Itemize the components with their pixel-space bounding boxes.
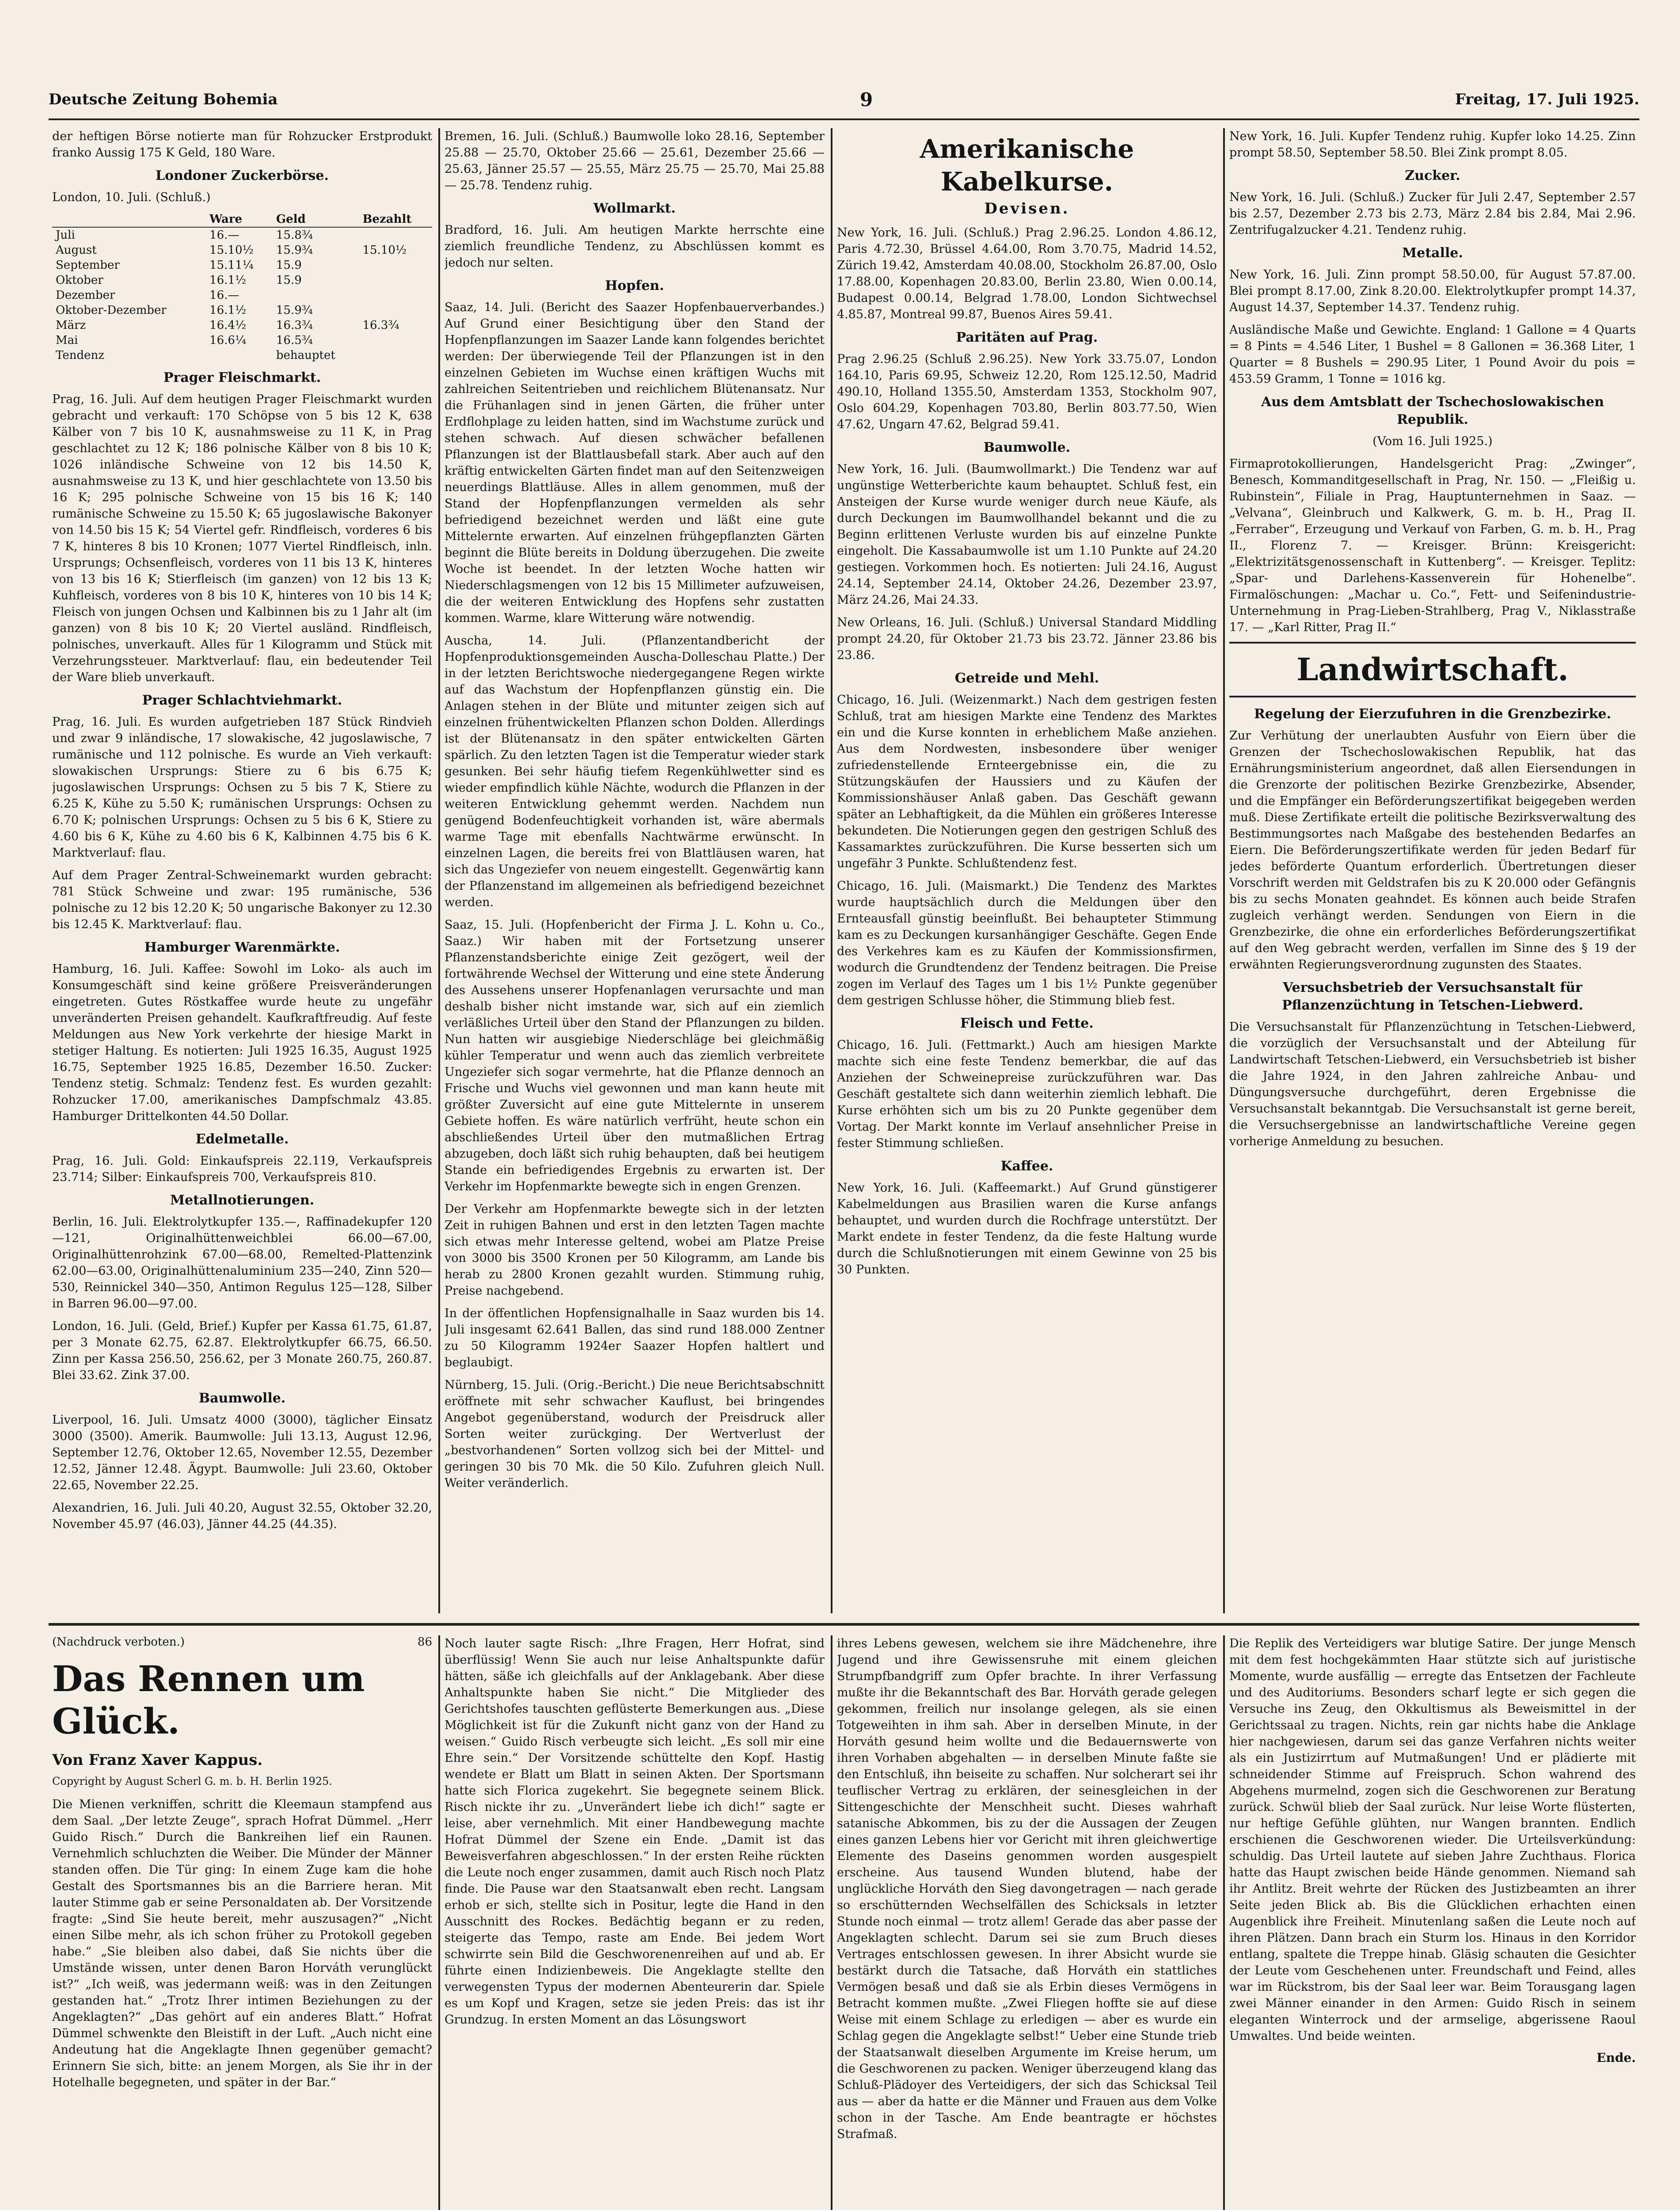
- heading-metalle: Metalle.: [1402, 245, 1463, 261]
- ny-metalle-text: New York, 16. Juli. Kupfer Tendenz ruhig. Kupfer loko 14.25. Zinn prompt 58.50, September 58.50. Blei Zink prompt 8.05.: [1229, 130, 1636, 160]
- column-rule: [438, 128, 440, 1613]
- table-cell: [359, 333, 432, 348]
- table-cell: März: [56, 319, 86, 332]
- heading-london-zucker: Londoner Zuckerbörse.: [156, 168, 329, 183]
- table-cell: 16.—: [209, 289, 239, 302]
- devisen-newyork-text: New York, 16. Juli. (Schluß.) Prag 2.96.25. London 4.86.12, Paris 4.72.30, Brüssel 4.64.00, Rom 3.70.75, Madrid 14.52, Zürich 19.42, Amsterdam 40.08.00, Stockholm 26.87.00, Oslo 17.88.00, Kopenhagen 20.83.00, Berlin 23.80, Wien 0.00.14, Budapest 0.00.14, Belgrad 1.78.00, London Sichtwechsel 4.85.87, Montreal 99.87, Buenos Aires 59.41.: [837, 226, 1217, 321]
- intro-text: der heftigen Börse notierte man für Rohzucker Erstprodukt franko Aussig 175 K Geld, 180 Ware.: [52, 130, 432, 160]
- table-cell: 15.8¾: [276, 229, 313, 242]
- zentral-schweinemarkt-text: Auf dem Prager Zentral-Schweinemarkt wurden gebracht: 781 Stück Schweine und zwar: 195 rumänische, 536 polnische zu 12 bis 12.20 K; 50 ungarische Bakonyer zu 12.30 bis 12.45 K. Marktverlauf: flau.: [52, 869, 432, 931]
- table-header: Geld: [273, 212, 359, 227]
- market-column-3: [837, 128, 1217, 1613]
- table-cell: [359, 348, 432, 363]
- table-row: [52, 318, 432, 333]
- amtsblatt-date: (Vom 16. Juli 1925.): [1372, 434, 1493, 448]
- table-row: [52, 258, 432, 273]
- heading-metall: Metallnotierungen.: [170, 1193, 315, 1208]
- wollmarkt-text: Bradford, 16. Juli. Am heutigen Markte herrschte eine ziemlich freundliche Tendenz, zu Abschlüssen kommt es jedoch nur selten.: [445, 223, 825, 270]
- installment-number: 86: [417, 1635, 432, 1649]
- heading-zucker: Zucker.: [1405, 168, 1460, 183]
- table-cell: 16.1½: [209, 304, 247, 317]
- table-header-row: [52, 212, 432, 227]
- table-cell: 15.11¼: [209, 259, 254, 272]
- baumwolle-ny-text: New York, 16. Juli. (Baumwollmarkt.) Die Tendenz war auf ungünstige Wetterberichte kaum behauptet. Schluß fest, ein Ansteigen der Kurse wurde weniger durch neue Käufe, als durch Deckungen im Baumwollhandel bekannt und die zu Beginn erlittenen Verluste wurden bis auf einzelne Punkte eingeholt. Die Kassabaumwolle ist um 1.10 Punkte auf 24.20 gestiegen. Vorkommen hoch. Es notierten: Juli 24.16, August 24.14, September 24.14, Oktober 24.26, Dezember 23.97, März 24.26, Mai 24.33.: [837, 462, 1217, 607]
- heading-schlachtvieh: Prager Schlachtviehmarkt.: [142, 693, 342, 708]
- column-rule: [438, 1635, 440, 2210]
- table-cell: 16.5¾: [276, 334, 313, 347]
- getreide-text: Chicago, 16. Juli. (Weizenmarkt.) Nach dem gestrigen festen Schluß, trat am hiesigen Markte eine Tendenz des Marktes ein und die Kurse konnten in erheblichem Maße anziehen. Aus dem Nordwesten, insbesondere über weniger zufriedenstellende Ernteergebnisse ein, die zu Stützungskäufen der Haussiers und zu Käufen der Kommissionshäuser Anlaß gaben. Das Geschäft gewann später an Lebhaftigkeit, da die Mühlen ein größeres Interesse bekundeten. Die Notierungen gegen den gestrigen Schluß des Kassamarktes zurückzuführen. Die Kurse besserten sich um ungefähr 3 Punkte. Schlußtendenz fest.: [837, 693, 1217, 870]
- zucker-table: [52, 212, 432, 363]
- masthead-title: Deutsche Zeitung Bohemia: [49, 91, 278, 108]
- table-cell: 15.10½: [362, 244, 407, 257]
- table-row: [52, 348, 432, 363]
- fleischmarkt-text: Prag, 16. Juli. Auf dem heutigen Prager Fleischmarkt wurden gebracht und verkauft: 170 Schöpse von 5 bis 12 K, 638 Kälber von 7 bis 10 K, ausnahmsweise zu 11 K, in Prag geschlachtet zu 12 K; 186 polnische Kälber von 8 bis 10 K; 1026 inländische Schweine von 12 bis 14.50 K, ausnahmsweise zu 13 K, und hier geschlachtete von 13.50 bis 16 K; 295 polnische Schweine von 15 bis 16 K; 140 rumänische Schweine zu 15.50 K; 65 jugoslawische Bakonyer von 14.50 bis 15 K; 54 Viertel gefr. Rindfleisch, vorderes 6 bis 7 K, hinteres 8 bis 10 Kronen; 1077 Viertel Rindfleisch, inln. Ursprungs; Ochsenfleisch, vorderes von 11 bis 13 K, hinteres von 13 bis 16 K; Stierfleisch (im ganzen) von 12 bis 13 K; Kuhfleisch, vorderes von 8 bis 10 K, hinteres von 10 bis 14 K; Fleisch von jungen Ochsen und Kalbinnen bis zu 1 Jahr alt (im ganzen) von 8 bis 10 K; 20 Viertel ausländ. Rindfleisch, polnisches, unverkauft. Alles für 1 Kilogramm und Stück mit Verzehrungssteuer. Marktverlauf: flau, ein bedeutender Teil der Ware blieb unverkauft.: [52, 392, 432, 684]
- heading-paritaeten: Paritäten auf Prag.: [956, 330, 1098, 345]
- kaffee-text: New York, 16. Juli. (Kaffeemarkt.) Auf Grund günstigerer Kabelmeldungen aus Brasilien waren die Kurse anfangs behauptet, und wurden durch die Rochfrage unterstützt. Der Markt endete in fester Tendenz, da die feste Haltung wurde durch die Schlußnotierungen mit einem Gewinne von 25 bis 30 Punkten.: [837, 1181, 1217, 1276]
- baumwolle-alexandrien-text: Alexandrien, 16. Juli. Juli 40.20, August 32.55, Oktober 32.20, November 45.97 (46.03), Jänner 44.25 (44.35).: [52, 1501, 432, 1531]
- table-cell: Oktober: [56, 274, 103, 287]
- paritaeten-text: Prag 2.96.25 (Schluß 2.96.25). New York 33.75.07, London 164.10, Paris 69.95, Schweiz 12.20, Rom 125.12.50, Madrid 490.10, Holland 1355.50, Amsterdam 1353, Stockholm 907, Oslo 604.29, Kopenhagen 703.80, Berlin 803.77.50, Wien 47.62, Ungarn 47.62, Belgrad 59.41.: [837, 352, 1217, 431]
- story-author: Von Franz Xaver Kappus.: [52, 1751, 263, 1769]
- table-cell: 15.9: [276, 274, 302, 287]
- table-cell: September: [56, 259, 120, 272]
- devisen-subtitle: Devisen.: [984, 200, 1070, 217]
- heading-wollmarkt: Wollmarkt.: [593, 201, 676, 216]
- table-row: [52, 303, 432, 318]
- masthead: [49, 84, 1639, 115]
- table-cell: August: [56, 244, 97, 257]
- table-cell: 15.9: [276, 259, 302, 272]
- feuilleton-rule: [49, 1623, 1639, 1626]
- story-column-4: [1229, 1635, 1636, 2210]
- story-column-3: [837, 1635, 1217, 2210]
- table-cell: 16.4½: [209, 319, 247, 332]
- edelmetalle-text: Prag, 16. Juli. Gold: Einkaufspreis 22.119, Verkaufspreis 23.714; Silber: Einkaufspreis 700, Verkaufspreis 810.: [52, 1154, 432, 1184]
- table-row: [52, 333, 432, 348]
- table-cell: [359, 227, 432, 243]
- heading-eierzufuhren: Regelung der Eierzufuhren in die Grenzbezirke.: [1254, 706, 1612, 722]
- table-cell: [359, 258, 432, 273]
- table-cell: behauptet: [276, 349, 335, 362]
- table-cell: Oktober-Dezember: [56, 304, 167, 317]
- heading-amtsblatt: Aus dem Amtsblatt der Tschechoslowakischen Republik.: [1261, 394, 1604, 427]
- table-cell: 15.10½: [209, 244, 254, 257]
- hopfen-auscha-text: Auscha, 14. Juli. (Pflanzentandbericht der Hopfenproduktionsgemeinden Auscha-Dolleschau Platte.) Der in der letzten Berichtswoche niedergegangene Regen wirkte auf das Wachstum der Hopfenpflanzen günstig ein. Die Anlagen stehen in der Blüte und mitunter zeigen sich auf einzelnen frühentwickelten Pflanzen schon Dolden. Allerdings ist der Blütenansatz in den später entwickelten Gärten spärlich. Zu den letzten Tagen ist die Temperatur wieder stark gesunken. Bei sehr häufig tiefem Regenkühlwetter sind es wieder empfindlich kühle Nächte, wodurch die Pflanzen in der weiteren Entwicklung gehemmt werden. Nachdem nun genügend Bodenfeuchtigkeit vorhanden ist, wäre abermals warme Tage mit ebenfalls Nachtwärme erwünscht. In einzelnen Lagen, die bereits frei von Blattläusen waren, hat sich das Ungeziefer von neuem eingestellt. Gegenwärtig kann der Pflanzenstand im allgemeinen als befriedigend bezeichnet werden.: [445, 634, 825, 909]
- london-zucker-dateline: London, 10. Juli. (Schluß.): [52, 191, 211, 204]
- fleisch-fette-text: Chicago, 16. Juli. (Fettmarkt.) Auch am hiesigen Markte machte sich eine feste Tendenz bemerkbar, die auf das Anziehen der Schweinepreise zurückzuführen war. Das Geschäft gestaltete sich dann weiterhin ziemlich lebhaft. Die Kurse erhöhten sich um bis zu 20 Punkte gegenüber dem Vortag. Der Markt konnte im Verlauf ansehnlicher Preise in fester Stimmung schließen.: [837, 1038, 1217, 1150]
- schlachtvieh-text: Prag, 16. Juli. Es wurden aufgetrieben 187 Stück Rindvieh und zwar 9 inländische, 17 slowakische, 42 jugoslawische, 7 rumänische und 112 polnische. Es wurde an Vieh verkauft: slowakischen Ursprungs: Stiere zu 6 bis 6.75 K; jugoslawischen Ursprungs: Ochsen zu 5 bis 7 K, Stiere zu 6.25 K, Kühe zu 5.50 K; rumänischen Ursprungs: Ochsen zu 6.70 K; polnischen Ursprungs: Ochsen zu 5 bis 6 K, Stiere zu 4.60 bis 6 K, Kühe zu 4.60 bis 6 K, Kalbinnen 4.75 bis 6 K. Marktverlauf: flau.: [52, 715, 432, 860]
- table-cell: Tendenz: [56, 349, 104, 362]
- heading-fleischmarkt: Prager Fleischmarkt.: [163, 370, 321, 385]
- table-cell: Dezember: [56, 289, 115, 302]
- nachdruck-note: (Nachdruck verboten.): [52, 1635, 185, 1649]
- heading-hamburg: Hamburger Warenmärkte.: [144, 940, 340, 955]
- table-cell: [359, 288, 432, 303]
- hopfen-signalhalle-text: In der öffentlichen Hopfensignalhalle in Saaz wurden bis 14. Juli insgesamt 62.641 Ballen, das sind rund 188.000 Zentner zu 50 Kilogramm 1924er Saazer Hopfen haltlert und beglaubigt.: [445, 1307, 825, 1369]
- kabelkurse-title: Amerikanische Kabelkurse.: [920, 134, 1134, 197]
- masthead-rule: [49, 118, 1639, 120]
- story-text: Die Replik des Verteidigers war blutige Satire. Der junge Mensch mit dem fest hochgekämmten Haar stützte sich auf juristische Momente, wurde ausfällig — erregte das Entsetzen der Fachleute und des Auditoriums. Besonders scharf legte er sich gegen die Versuche ins Zeug, den Okkultismus als Beweismittel in der Gerichtssaal zu tragen. Nichts, rein gar nichts habe die Anklage hier nachgewiesen, darum sei das ganze Verfahren nichts weiter als ein Justizirrtum auf Mutmaßungen! Und er plädierte mit schneidender Stimme auf Freispruch. Schon wahrend des Abgehens murmelnd, zogen sich die Geschworenen zur Beratung zurück. Schwül blieb der Saal zurück. Nur leise Worte flüsterten, nur heftige Gefühle glühten, nur Wangen brannten. Endlich erschienen die Geschworenen wieder. Die Urteilsverkündung: schuldig. Das Urteil lautete auf sieben Jahre Zuchthaus. Florica hatte das Haupt zwischen beide Hände genommen. Niemand sah ihr Antlitz. Breit wehrte der Rücken des Justizbeamten an ihrer Seite jeden Blick ab. Bis die Glücklichen erhachten einen Augenblick ihre Freiheit. Minutenlang saßen die Leute noch auf ihren Plätzen. Dann brach ein Sturm los. Hinaus in den Korridor entlang, spaltete die Treppe hinab. Gläsig schauten die Gesichter der Leute vom Geschehenen unter. Freundschaft und Feind, alles war im Rückstrom, bis der Saal leer war. Beim Torausgang lagen zwei Männer einander in den Armen: Guido Risch in seinem eleganten Winterrock und der armselige, abgerissene Raoul Umwaltes. Und beide weinten.: [1229, 1637, 1636, 2043]
- table-cell: [359, 303, 432, 318]
- bremen-text: Bremen, 16. Juli. (Schluß.) Baumwolle loko 28.16, September 25.88 — 25.70, Oktober 25.66 — 25.61, Dezember 25.66 — 25.63, Jänner 25.57 — 25.55, März 25.75 — 25.70, Mai 25.88 — 25.78. Tendenz ruhig.: [445, 130, 825, 192]
- column-rule: [831, 128, 832, 1613]
- table-row: [52, 288, 432, 303]
- story-end-mark: Ende.: [1596, 2050, 1636, 2065]
- market-column-4: [1229, 128, 1636, 1613]
- story-meta: [52, 1635, 432, 1649]
- table-cell: 15.9¾: [276, 304, 313, 317]
- heading-versuchsbetrieb: Versuchsbetrieb der Versuchsanstalt für Pflanzenzüchtung in Tetschen-Liebwerd.: [1282, 980, 1583, 1013]
- table-cell: Juli: [56, 229, 75, 242]
- story-title: Das Rennen um Glück.: [52, 1658, 365, 1742]
- table-row: [52, 273, 432, 288]
- column-rule: [831, 1635, 832, 2210]
- amtsblatt-text: Firmaprotokollierungen, Handelsgericht Prag: „Zwinger“, Benesch, Kommanditgesellschaft in Prag, Nr. 150. — „Fleißig u. Rubinstein“, Filiale in Prag, Hauptunternehmen in Saaz. — „Velvana“, Gleinbruch und Kalkwerk, G. m. b. H., Prag II. „Ferraber“, Erzeugung und Verkauf von Farben, G. m. b. H., Prag II., Florenz 7. — Kreisger. Brünn: Kreisgericht: „Elektrizitätsgenossenschaft in Kuttenberg“. — Kreisger. Teplitz: „Spar- und Darlehens-Kassenverein für Hohenelbe“. Firmalöschungen: „Machar u. Co.“, Fett- und Seifenindustrie-Unternehmung in Prag-Lieben-Strahlberg, Prag V., Niklasstraße 17. — „Karl Ritter, Prag II.“: [1229, 457, 1636, 634]
- table-cell: [273, 288, 359, 303]
- heading-edelmetalle: Edelmetalle.: [195, 1132, 289, 1147]
- heading-hopfen: Hopfen.: [605, 278, 664, 293]
- table-header: [52, 212, 206, 227]
- page-number: 9: [860, 88, 873, 110]
- heading-kaffee: Kaffee.: [1000, 1158, 1053, 1174]
- story-copyright: Copyright by August Scherl G. m. b. H. Berlin 1925.: [52, 1775, 332, 1787]
- baumwolle-liverpool-text: Liverpool, 16. Juli. Umsatz 4000 (3000), täglicher Einsatz 3000 (3500). Amerik. Baumwolle: Juli 13.13, August 12.96, September 12.76, Oktober 12.65, November 12.55, Dezember 12.52, Jänner 12.48. Ägypt. Baumwolle: Juli 23.60, Oktober 22.65, November 22.25.: [52, 1413, 432, 1492]
- mais-text: Chicago, 16. Juli. (Maismarkt.) Die Tendenz des Marktes wurde hauptsächlich durch die Meldungen über den Ernteausfall günstig beeinflußt. Bei behaupteter Stimmung kam es zu Deckungen kursanhängiger Geschäfte. Gegen Ende des Verkehres kam es zu Käufen der Kommissionsfirmen, wodurch die Grundtendenz der Tendenz beitragen. Die Preise zogen im Verlauf des Tages um 1 bis 1½ Punkte gegenüber dem gestrigen Schlusse höher, die Stimmung blieb fest.: [837, 879, 1217, 1007]
- hopfen-nuernberg-text: Nürnberg, 15. Juli. (Orig.-Bericht.) Die neue Berichtsabschnitt eröffnete mit sehr schwacher Kauflust, bei bringendes Angebot gegenüberstand, wodurch der Preisdruck aller Sorten weiter zurückging. Der Wertverlust der „bestvorhandenen“ Sorten vollzog sich bei der Mittel- und geringen 30 bis 70 Mk. die 50 Kilo. Zufuhren gleich Null. Weiter veränderlich.: [445, 1378, 825, 1490]
- heading-baumwolle: Baumwolle.: [198, 1391, 286, 1406]
- table-cell: 15.9¾: [276, 244, 313, 257]
- neworleans-text: New Orleans, 16. Juli. (Schluß.) Universal Standard Middling prompt 24.20, für Oktober 21.73 bis 23.72. Jänner 23.86 bis 23.86.: [837, 616, 1217, 662]
- metalle-text: New York, 16. Juli. Zinn prompt 58.50.00, für August 57.87.00. Blei prompt 8.17.00, Zink 8.20.00. Elektrolytkupfer prompt 14.37, August 14.37, September 14.37. Tendenz ruhig.: [1229, 268, 1636, 314]
- metall-berlin-text: Berlin, 16. Juli. Elektrolytkupfer 135.—, Raffinadekupfer 120—121, Originalhüttenweichblei 66.00—67.00, Originalhüttenrohzink 67.00—68.00, Remelted-Plattenzink 62.00—63.00, Originalhüttenaluminium 235—240, Zinn 520—530, Reinnickel 340—350, Antimon Regulus 125—128, Silber in Barren 96.00—97.00.: [52, 1215, 432, 1311]
- table-cell: Mai: [56, 334, 78, 347]
- heading-getreide: Getreide und Mehl.: [954, 671, 1099, 686]
- heading-fleisch-fette: Fleisch und Fette.: [960, 1016, 1094, 1031]
- zucker-text: New York, 16. Juli. (Schluß.) Zucker für Juli 2.47, September 2.57 bis 2.57, Dezember 2.73 bis 2.73, März 2.84 bis 2.84, Mai 2.96. Zentrifugalzucker 4.21. Tendenz ruhig.: [1229, 191, 1636, 237]
- versuchsbetrieb-text: Die Versuchsanstalt für Pflanzenzüchtung in Tetschen-Liebwerd, die vorzüglich der Versuchsanstalt und der Abteilung für Landwirtschaft Tetschen-Liebwerd, ein Versuchsbetrieb ist bisher die Jahre 1924, in den Jahren zahlreiche Anbau- und Düngungsversuche durchgeführt, deren Ergebnisse die Versuchsanstalt bekanntgab. Die Versuchsanstalt ist gerne bereit, die Versuchsergebnisse an landwirtschaftliche Vereine gegen vorherige Anmeldung zu besuchen.: [1229, 1020, 1636, 1148]
- story-text: Die Mienen verkniffen, schritt die Kleemaun stampfend aus dem Saal. „Der letzte Zeuge“, sprach Hofrat Dümmel. „Herr Guido Risch.“ Durch die Bankreihen lief ein Raunen. Vernehmlich schluchzten die Weiber. Die Münder der Männer standen offen. Die Tür ging: In einem Zuge kam die hohe Gestalt des Sportsmannes bis an die Barriere heran. Mit lauter Stimme gab er seine Personaldaten ab. Der Vorsitzende fragte: „Sind Sie heute bereit, mehr auszusagen?“ „Nicht einen Silbe mehr, als ich schon früher zu Protokoll gegeben habe.“ „Sie bleiben also dabei, daß Sie nichts über die Umstände wissen, unter denen Baron Horváth verunglückt ist?“ „Ich weiß, was jedermann weiß: was in den Zeitungen gestanden hat.“ „Trotz Ihrer intimen Beziehungen zu der Angeklagten?“ „Das gehört auf ein anderes Blatt.“ Hofrat Dümmel schwenkte den Bleistift in der Luft. „Auch nicht eine Andeutung hat die Angeklagte Ihnen gegenüber gemacht? Erinnern Sie sich, bitte: an jenem Morgen, als Sie ihr in der Hotelhalle begegneten, und später in der Bar.“: [52, 1798, 432, 2089]
- table-header: Bezahlt: [359, 212, 432, 227]
- hamburg-text: Hamburg, 16. Juli. Kaffee: Sowohl im Loko- als auch im Konsumgeschäft sind keine größere Preisveränderungen eingetreten. Gutes Röstkaffee wurde heute zu ungefähr unveränderten Preisen gehandelt. Kaufkraftfreudig. Auf feste Meldungen aus New York verkehrte der hiesige Markt in stetiger Haltung. Es notierten: Juli 1925 16.35, August 1925 16.75, September 1925 16.85, Dezember 16.50. Zucker: Tendenz stetig. Schmalz: Tendenz fest. Es wurden gezahlt: Rohzucker 17.00, amerikanisches Dampfschmalz 43.85. Hamburger Drittelkonten 44.50 Dollar.: [52, 962, 432, 1123]
- landwirtschaft-title: Landwirtschaft.: [1229, 642, 1636, 697]
- table-header: Ware: [206, 212, 273, 227]
- market-column-1: [52, 128, 432, 1613]
- table-row: [52, 227, 432, 243]
- story-text: Noch lauter sagte Risch: „Ihre Fragen, Herr Hofrat, sind überflüssig! Wenn Sie auch nur leise Anhaltspunkte dafür hätten, säße ich gleichfalls auf der Anklagebank. Aber diese Anhaltspunkte haben Sie nicht.“ Die Mitglieder des Gerichtshofes tauschten geflüsterte Bemerkungen aus. „Diese Möglichkeit ist für die Zukunft nicht ganz von der Hand zu weisen.“ Guido Risch verbeugte sich leicht. „Es soll mir eine Ehre sein.“ Der Vorsitzende schüttelte den Kopf. Hastig wendete er Blatt um Blatt in seinen Akten. Der Sportsmann hatte sich Florica zugekehrt. Sie begegnete seinem Blick. Risch nickte ihr zu. „Unverändert liebe ich dich!“ sagte er leise, aber vernehmlich. Mit einer Handbewegung machte Hofrat Dümmel der Szene ein Ende. „Damit ist das Beweisverfahren abgeschlossen.“ In der ersten Reihe rückten die Leute noch enger zusammen, damit auch Risch noch Platz finde. Die Pause war den Staatsanwalt eben recht. Langsam erhob er sich, stellte sich in Positur, legte die Hand in den Ausschnitt des Rockes. Bedächtig begann er zu reden, steigerte das Tempo, raste am Ende. Bei jedem Wort schwirrte sein Bild die Geschworenenreihen auf und ab. Er führte einen Indizienbeweis. Die Angeklagte stellte den verwegensten Typus der modernen Abenteurerin dar. Spiele es um Kopf und Kragen, setze sie jeden Preis: das ist ihr Grundzug. In ersten Moment an das Lösungswort: [445, 1637, 825, 2027]
- hopfen-verkehr-text: Der Verkehr am Hopfenmarkte bewegte sich in der letzten Zeit in ruhigen Bahnen und erst in den letzten Tagen machte sich etwas mehr Interesse geltend, wobei am Platze Preise von 3000 bis 3500 Kronen per 50 Kilogramm, am Lande bis herab zu 2800 Kronen gezahlt wurden. Stimmung ruhig, Preise nachgebend.: [445, 1202, 825, 1298]
- masthead-date: Freitag, 17. Juli 1925.: [1455, 91, 1639, 108]
- heading-baumwolle-ny: Baumwolle.: [983, 440, 1071, 455]
- table-cell: [206, 348, 273, 363]
- table-cell: 16.1½: [209, 274, 247, 287]
- column-rule: [1223, 128, 1225, 1613]
- table-cell: [359, 273, 432, 288]
- hopfen-saaz-text: Saaz, 14. Juli. (Bericht des Saazer Hopfenbauerverbandes.) Auf Grund einer Besichtigung über den Stand der Hopfenpflanzungen im Saazer Lande kann folgendes berichtet werden: Der überwiegende Teil der Pflanzungen ist in den einzelnen Gebieten im Wuchse einen kräftigen Wuchs mit zahlreichen Seitentrieben und reichlichem Blütenansatz. Nur die Frühanlagen sind in jenen Gärten, die früher unter Erdflohplage zu leiden hatten, sind im Wachstume zurück und stehen schwach. Auf diesen schwächer befallenen Pflanzungen ist der Blattlausbefall stark. Aber auch auf den kräftig entwickelten Gärten findet man auf den Seitenzweigen neuerdings Blattläuse. Alles in allem genommen, muß der Stand der Hopfenpflanzungen vermelden als sehr befriedigend bezeichnet werden und läßt eine gute Mittelernte erwarten. Auf einzelnen frühgepflanzten Gärten beginnt die Blüte bereits in Doldung überzugehen. Die zweite Woche ist beendet. In der letzten Woche hatten wir Niederschlagsmengen von 12 bis 15 Millimeter aufzuweisen, die der weiteren Entwicklung des Hopfens sehr zustatten kommen. Warme, klare Witterung wäre notwendig.: [445, 301, 825, 625]
- eierzufuhren-text: Zur Verhütung der unerlaubten Ausfuhr von Eiern über die Grenzen der Tschechoslowakischen Republik, hat das Ernährungsministerium angeordnet, daß allen Eiersendungen in die Grenzorte der politischen Bezirke Grenzbezirke, Absender, und die Empfänger ein Beförderungszertifikat beigegeben werden muß. Diese Zertifikate erteilt die politische Bezirksverwaltung des Bestimmungsortes nach Maßgabe des bestehenden Bedarfes an Eiern. Die Beförderungszertifikate werden für jeden Bedarf für jedes beförderte Quantum erforderlich. Übertretungen dieser Vorschrift werden mit Geldstrafen bis zu K 20.000 oder Gefängnis bis zu sechs Monaten geahndet. Es können auch beide Strafen zugleich verhängt werden. Sendungen von Eiern in die Grenzbezirke, die ohne ein erforderliches Beförderungszertifikat auf den Weg gebracht werden, verfallen im Sinne des § 19 der erwähnten Regierungsverordnung zugunsten des Staates.: [1229, 729, 1636, 972]
- market-column-2: [445, 128, 825, 1613]
- story-column-1: [52, 1635, 432, 2210]
- table-cell: 16.—: [209, 229, 239, 242]
- table-cell: 16.3¾: [362, 319, 399, 332]
- story-text: ihres Lebens gewesen, welchem sie ihre Mädchenehre, ihre Jugend und ihre Gewissensruhe mit einem gleichen Strumpfbandgriff zum Opfer brachte. In ihrer Verfassung mußte ihr die Bekanntschaft des Bar. Horváth gerade gelegen gekommen, freilich nur insolange gelegen, als sie einen Totgeweihten in ihm sah. Aber in derselben Minute, in der Horváth gesund heim wollte und die Bedauernswerte von ihren Vorhaben abgehalten — in derselben Minute faßte sie den Entschluß, ihn beiseite zu schaffen. Nur solcherart sei ihr teuflischer Vertrag zu erklären, der seinesgleichen in der Sittengeschichte der Menschheit sucht. Dieses wahrhaft satanische Abkommen, bis zu der die Aussagen der Zeugen eines ganzen Lebens hier vor Gericht mit ihren gleichwertige Elemente des Daseins genommen worden ausgespielt erscheine. Aus tausend Wunden blutend, habe der unglückliche Horváth den Sieg davongetragen — nach gerade so erschütternden Wechselfällen des Schicksals in letzter Stunde noch einmal — trotz allem! Gerade das aber passe der Angeklagten schlecht. Darum sei sie zum Bruch dieses Vertrages entschlossen gewesen. In ihrer Absicht wurde sie bestärkt durch die Tatsache, daß Horváth ein stattliches Vermögen besaß und daß sie als Erbin dieses Vermögens in Betracht kommen mußte. „Zwei Fliegen hoffte sie auf diese Weise mit einem Schlage zu erledigen — aber es wurde ein Schlag gegen die Angeklagte selbst!“ Ueber eine Stunde trieb der Staatsanwalt dieselben Argumente im Kreise herum, um die Geschworenen zu packen. Weniger überzeugend klang das Schluß-Plädoyer des Verteidigers, der sich das Schicksal Teil aus — aber da hatte er die Männer und Frauen aus dem Volke schon in der Tasche. Am Ende beantragte er höchstes Strafmaß.: [837, 1637, 1217, 2141]
- story-column-2: [445, 1635, 825, 2210]
- table-cell: 16.6¼: [209, 334, 247, 347]
- table-row: [52, 243, 432, 258]
- metall-london-text: London, 16. Juli. (Geld, Brief.) Kupfer per Kassa 61.75, 61.87, per 3 Monate 62.75, 62.87. Elektrolytkupfer 66.75, 66.50. Zinn per Kassa 256.50, 256.62, per 3 Monate 260.75, 260.87. Blei 33.62. Zink 37.00.: [52, 1319, 432, 1382]
- table-cell: 16.3¾: [276, 319, 313, 332]
- column-rule: [1223, 1635, 1225, 2210]
- hopfen-kohn-text: Saaz, 15. Juli. (Hopfenbericht der Firma J. L. Kohn u. Co., Saaz.) Wir haben mit der Fortsetzung unserer Pflanzenstandsberichte einige Zeit gezögert, weil der fortwährende Wechsel der Witterung und eine stete Änderung des Aussehens unserer Hopfenanlagen verursachte und man deshalb bisher nicht imstande war, sich auf ein ziemlich verläßliches Urteil über den Stand der Pflanzungen zu bilden. Nun hatten wir ausgiebige Niederschläge bei gleichmäßig kühler Temperatur und wenn auch das ziemlich verbreitete Ungeziefer sich sogar vermehrte, hat die Pflanze dennoch an Frische und Wuchs viel gewonnen und man kann heute mit größter Zuversicht auf eine gute Mittelernte in unserem Gebiete hoffen. Es wäre natürlich verfrüht, heute schon ein abschließendes Urteil über den mutmaßlichen Ertrag abzugeben, doch läßt sich ruhig behaupten, daß bei heutigem Stande ein befriedigendes Ergebnis zu erwarten ist. Der Verkehr im Hopfenmarkte bewegte sich in engen Grenzen.: [445, 918, 825, 1193]
- masse-gewichte-text: Ausländische Maße und Gewichte. England: 1 Gallone = 4 Quarts = 8 Pints = 4.546 Liter, 1 Bushel = 8 Gallonen = 36.368 Liter, 1 Quarter = 8 Bushels = 290.95 Liter, 1 Pound Avoir du pois = 453.59 Gramm, 1 Tonne = 1016 kg.: [1229, 323, 1636, 386]
